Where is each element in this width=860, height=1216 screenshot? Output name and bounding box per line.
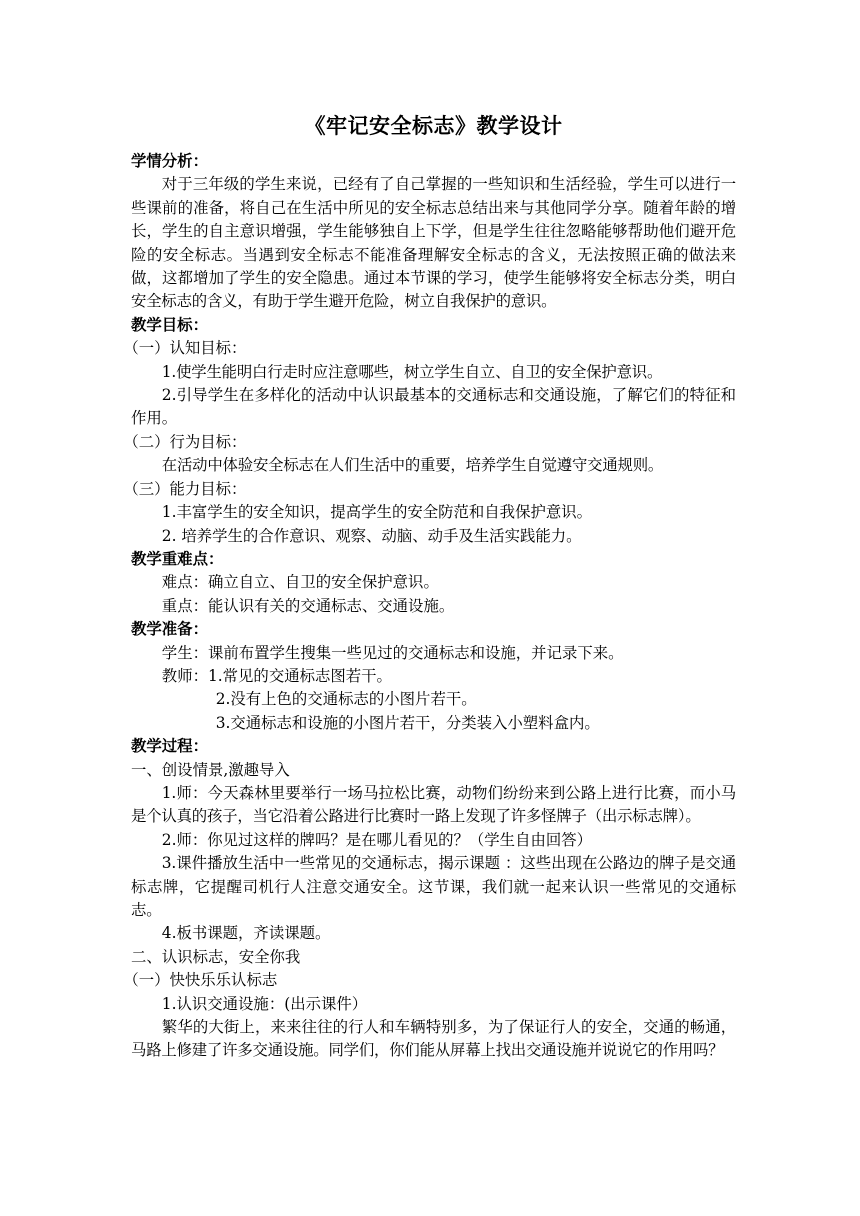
part1-step-2: 2.师：你见过这样的牌吗？是在哪儿看见的？（学生自由回答） — [161, 830, 593, 849]
behavior-goal-heading: （二）行为目标： — [123, 432, 247, 451]
ability-goal-heading: （三）能力目标： — [123, 479, 247, 498]
cognitive-goal-2: 2.引导学生在多样化的活动中认识最基本的交通标志和交通设施，了解它们的特征和作用。 — [131, 386, 736, 428]
analysis-paragraph: 对于三年级的学生来说，已经有了自己掌握的一些知识和生活经验，学生可以进行一些课前的准备，将自己在生活中所见的安全标志总结出来与其他同学分享。随着年龄的增长，学生的自主意识增强，学生能够独自上下学，但是学生往往忽略能够帮助他们避开危险的安全标志。当遇到安全标志不能准备理解安全标志的含义，无法按照正确的做法来做，这都增加了学生的安全隐患。通过本节课的学习，使学生能够将安全标志分类，明白安全标志的含义，有助于学生避开危险，树立自我保护的意识。 — [131, 175, 736, 311]
cognitive-goal-heading: （一）认知目标： — [123, 339, 247, 358]
part2-heading: 二、认识标志，安全你我 — [131, 947, 301, 966]
process-heading: 教学过程： — [131, 737, 208, 756]
behavior-goal-1: 在活动中体验安全标志在人们生活中的重要，培养学生自觉遵守交通规则。 — [161, 456, 664, 475]
document-title: 《牢记安全标志》教学设计 — [304, 113, 563, 138]
part2-subheading: （一）快快乐乐认标志 — [123, 971, 278, 990]
document-page — [123, 112, 736, 1063]
difficult-point: 难点：确立自立、自卫的安全保护意识。 — [161, 573, 439, 592]
part1-step-3: 3.课件播放生活中一些常见的交通标志，揭示课题 ：这些出现在公路边的牌子是交通标志牌，它提醒司机行人注意交通安全。这节课，我们就一起来认识一些常见的交通标志。 — [131, 854, 736, 919]
cognitive-goal-1: 1.使学生能明白行走时应注意哪些，树立学生自立、自卫的安全保护意识。 — [161, 362, 663, 381]
part2-step-2: 繁华的大街上，来来往往的行人和车辆特别多，为了保证行人的安全，交通的畅通，马路上修建了许多交通设施。同学们，你们能从屏幕上找出交通设施并说说它的作用吗？ — [131, 1018, 736, 1060]
prep-teacher-1: 教师：1.常见的交通标志图若干。 — [161, 666, 392, 685]
prep-heading: 教学准备： — [131, 620, 208, 639]
part2-step-1: 1.认识交通设施：(出示课件） — [161, 994, 368, 1013]
prep-teacher-3: 3.交通标志和设施的小图片若干，分类装入小塑料盒内。 — [215, 713, 600, 732]
analysis-heading: 学情分析： — [131, 152, 208, 170]
part1-step-1: 1.师：今天森林里要举行一场马拉松比赛，动物们纷纷来到公路上进行比赛，而小马是个认真的孩子，当它沿着公路进行比赛时一路上发现了许多怪牌子（出示标志牌）。 — [131, 783, 736, 826]
goals-heading: 教学目标： — [131, 315, 208, 334]
key-point: 重点：能认识有关的交通标志、交通设施。 — [161, 596, 455, 615]
part1-step-4: 4.板书课题，齐读课题。 — [161, 924, 331, 943]
part1-heading: 一、创设情景,激趣导入 — [131, 760, 290, 779]
prep-student: 学生：课前布置学生搜集一些见过的交通标志和设施，并记录下来。 — [161, 643, 624, 662]
keypoints-heading: 教学重难点： — [131, 549, 224, 568]
prep-teacher-2: 2.没有上色的交通标志的小图片若干。 — [215, 690, 477, 709]
ability-goal-1: 1.丰富学生的安全知识，提高学生的安全防范和自我保护意识。 — [161, 503, 593, 522]
ability-goal-2: 2. 培养学生的合作意识、观察、动脑、动手及生活实践能力。 — [161, 526, 582, 545]
